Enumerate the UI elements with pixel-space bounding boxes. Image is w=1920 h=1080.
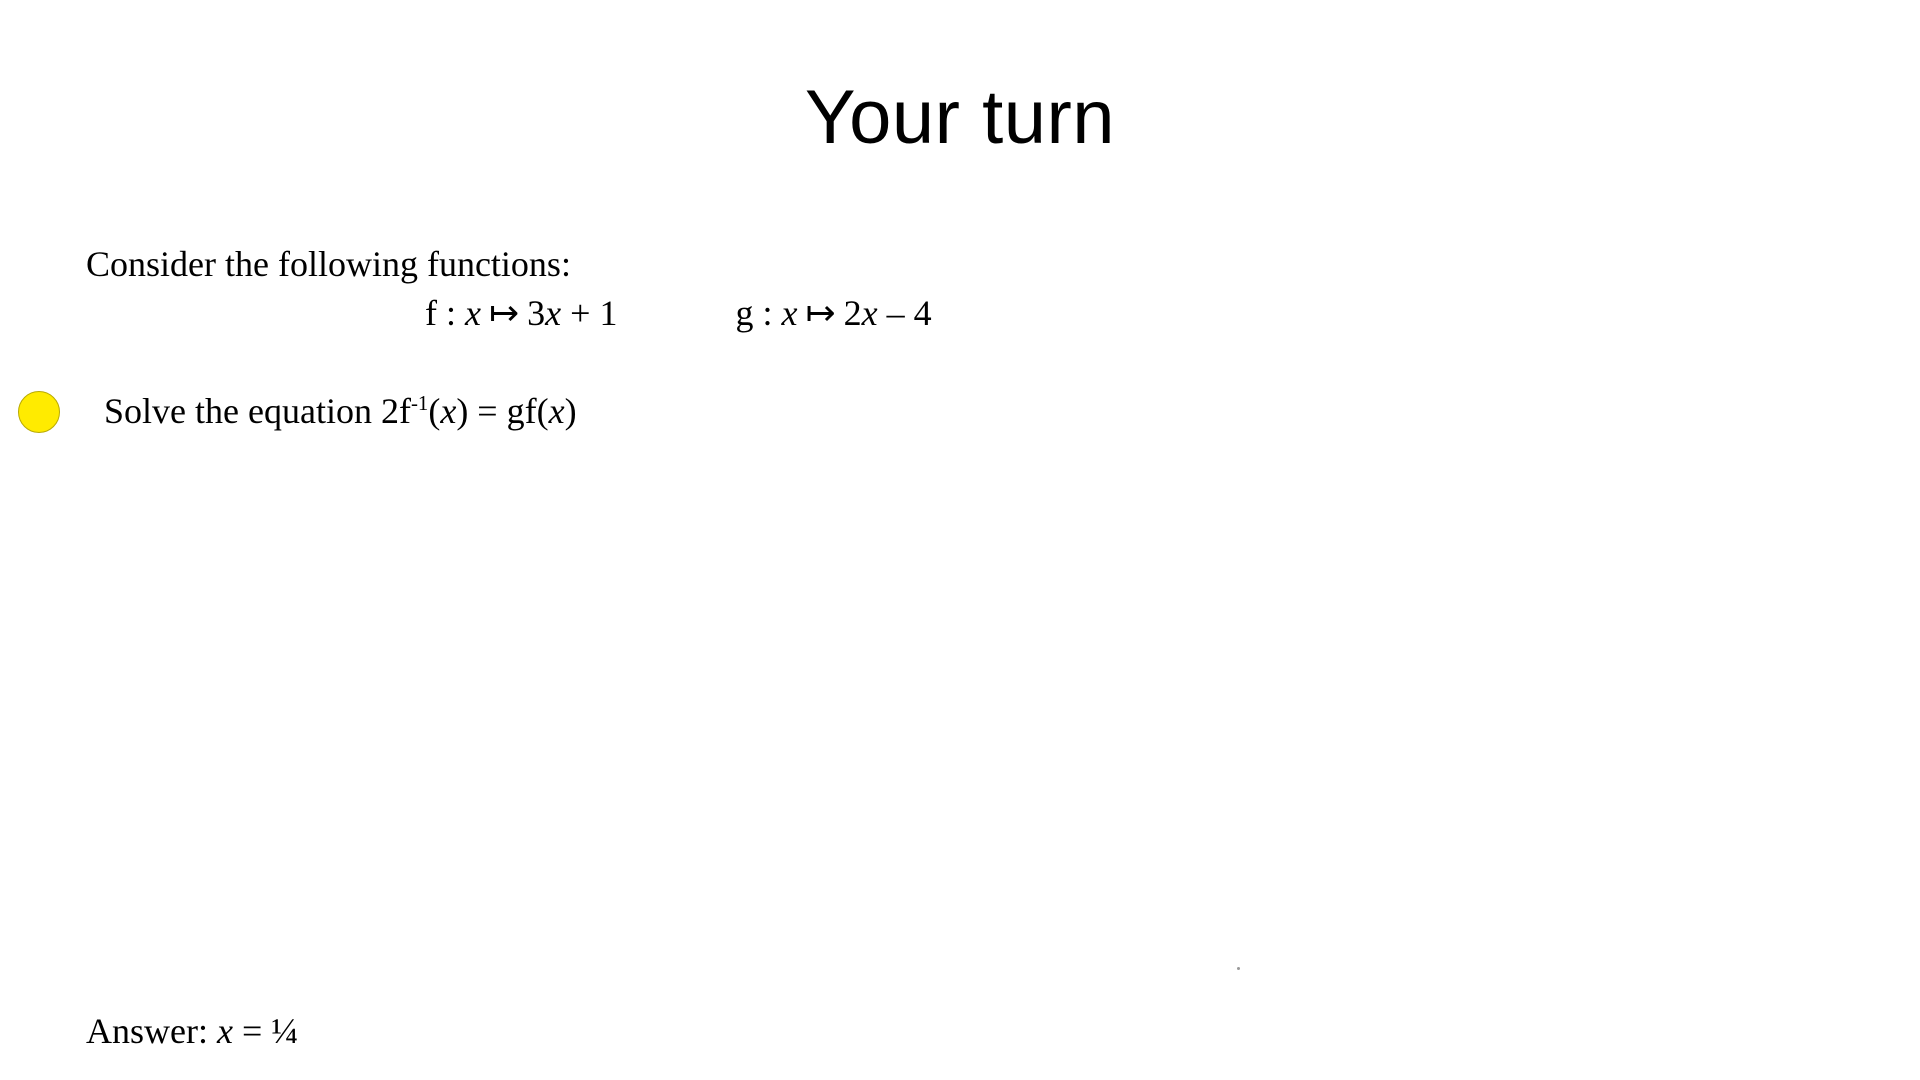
function-g-term-variable: x bbox=[861, 293, 878, 333]
function-f-definition bbox=[425, 293, 617, 333]
function-f-coefficient: 3 bbox=[527, 293, 546, 333]
task-variable-2: x bbox=[548, 391, 565, 431]
function-f-input-variable: x bbox=[465, 293, 481, 333]
function-f-constant: + 1 bbox=[561, 293, 618, 333]
intro-text: Consider the following functions: bbox=[86, 244, 571, 284]
task-open-paren: ( bbox=[428, 391, 441, 431]
inverse-superscript: -1 bbox=[410, 391, 429, 415]
page-title: Your turn bbox=[804, 75, 1116, 160]
task-middle-operator: ) = gf( bbox=[456, 391, 549, 431]
functions-definition-row bbox=[425, 292, 932, 335]
answer-value: ¼ bbox=[271, 1011, 299, 1051]
function-g-colon: : bbox=[753, 293, 782, 333]
answer-label: Answer: bbox=[86, 1011, 217, 1051]
function-f-term-variable: x bbox=[545, 293, 562, 333]
answer-variable: x bbox=[216, 1011, 233, 1051]
function-g-mapsto-icon: ↦ bbox=[805, 293, 836, 333]
task-text bbox=[104, 390, 577, 433]
function-g-constant: – 4 bbox=[877, 293, 932, 333]
task-prefix: Solve the equation 2f bbox=[104, 391, 411, 431]
bullet-circle-icon bbox=[18, 391, 60, 433]
function-g-coefficient: 2 bbox=[843, 293, 862, 333]
task-close-paren: ) bbox=[564, 391, 577, 431]
answer-text bbox=[86, 1010, 298, 1053]
stray-dot-artifact bbox=[1237, 967, 1240, 970]
function-g-name: g bbox=[735, 293, 754, 333]
function-g-input-variable: x bbox=[781, 293, 798, 333]
function-g-definition bbox=[735, 293, 931, 333]
task-variable-1: x bbox=[440, 391, 457, 431]
function-f-mapsto-icon: ↦ bbox=[489, 293, 520, 333]
answer-equals: = bbox=[232, 1011, 272, 1051]
function-f-colon: : bbox=[437, 293, 466, 333]
function-f-name: f bbox=[425, 293, 437, 333]
task-bullet-row bbox=[18, 390, 577, 433]
